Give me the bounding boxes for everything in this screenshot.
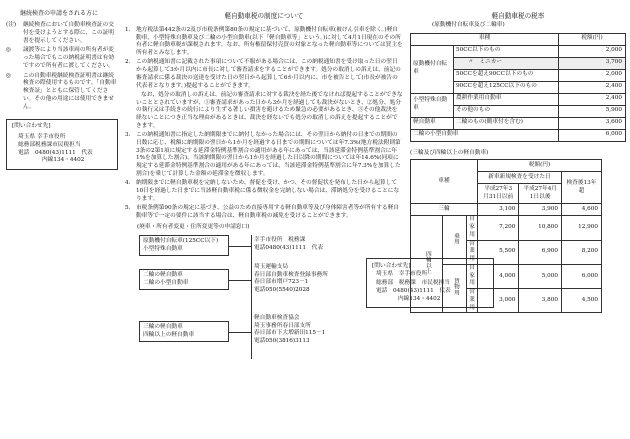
middle-title: 軽自動車税の制度について xyxy=(224,12,304,20)
connector xyxy=(229,246,251,247)
left-contact-box xyxy=(6,119,118,170)
contact-line: 総務部税務課市民税担当 xyxy=(18,141,81,148)
row-label: その他のもの xyxy=(454,105,559,117)
item-text: 地方税法第442条の2及び市税条例第80条の規定に基づいて、原動機付自転車(被けん引車を除く。)軽自動車、小型特殊自動車及び二輪の小型自動車(以下「軽自動車等」という。)に対して4月1日現在のその所有者に軽自動車税が課税されます。なお、所有権留保付売買の対象となった軽自動車等については買主を所有者とみなします。 xyxy=(136,26,403,57)
right-subtitle: (原動機付自転車及び二輪車) xyxy=(432,21,505,28)
office-line: 幸手市役所 税務課 xyxy=(254,237,306,244)
office-line: 電話050(5540)2028 xyxy=(254,287,310,294)
group-cell: 原動機付自転車 xyxy=(411,45,454,93)
left-title: 継続検査の申請をされる方に xyxy=(20,10,99,17)
table-header: 新車新規検査を受けた日 xyxy=(477,172,561,184)
tax-value: 3,100 xyxy=(477,204,518,216)
use-label: 営業用 xyxy=(467,289,478,313)
tax-value: 3,900 xyxy=(519,204,562,216)
tax-value: 4,500 xyxy=(562,289,602,313)
procedure-title: (廃車・所有者変更・住所変更等の申請窓口) xyxy=(137,224,250,231)
tax-value: 3,800 xyxy=(519,289,562,313)
item-text: この納税通知書に記載された事項について不服がある場合には、この納税通知書を受け取った日の翌日から起算して3か月以内に市長に対して審査請求をすることができます。処分の取消しの訴えは、前記の審査請求に係る裁決の送達を受けた日の翌日から起算して6か月以内に、市を被告として(市長が被告の代表者となります。)提起することができます。 xyxy=(136,59,401,89)
tax-value: 7,200 xyxy=(477,216,518,240)
note-item xyxy=(6,47,118,70)
row-label: 50CCを超え90CC以下のもの xyxy=(454,69,559,81)
note-text: 継続検査において自動車検査証の交付を受けようとする際に、この証明書を提示してください。 xyxy=(23,22,114,44)
row-label: 〃 ミニカー xyxy=(454,57,559,69)
four-wheel-group xyxy=(411,216,443,313)
table-header: 平成27年4月1日以後 xyxy=(519,184,562,204)
vehicle-label: 二輪の小型自動車 xyxy=(143,279,189,286)
table-header: 車種 xyxy=(411,160,478,204)
row-value: 3,600 xyxy=(559,117,626,129)
note-item xyxy=(6,73,118,112)
office-line: 電話0480(43)1111 代表 xyxy=(254,244,324,251)
item-text: 市税条例第90条の規定に基づき、公益のため直接専用する軽自動車等及び身体障害者等が所有する軽自動車等で一定の要件に該当する場合は、軽自動車税の減免を受けることができます。 xyxy=(136,204,399,219)
system-paragraph: なお、処分の取消しの訴えは、前記の審査請求に対する裁決を経た後でなければ提起することができないこととされていますが、①審査請求があった日から3か月を経過しても裁決がないとき、②処分、処分の執行又は手続きの続行により生ずる著しい損害を避けるため緊急の必要があるとき、③その他裁決を経ないことにつき正当な理由があるときは、裁決を経ないでも処分の取消しの訴えを提起することができます。 xyxy=(136,91,403,129)
contact-line: 埼玉県 幸手市役所 xyxy=(376,271,428,278)
table-header: 税額(円) xyxy=(559,33,626,45)
item-number: 4. xyxy=(125,180,131,187)
row-value: 6,000 xyxy=(559,129,626,141)
contact-title: [問い合わせ先] xyxy=(12,123,51,130)
office-line: 春日部市増戸723－1 xyxy=(254,279,309,286)
item-number: 2. xyxy=(125,59,131,66)
row-label: 90CCを超え125CC以下のもの xyxy=(454,81,559,93)
table2-title: (三輪及び四輪以上の軽自動車) xyxy=(410,149,489,156)
vehicle-label: 原動機付自転車(125CC以下) xyxy=(143,238,219,245)
three-wheel-label: 三輪 xyxy=(411,204,478,216)
use-label: 自家用 xyxy=(467,216,478,240)
contact-line: 埼玉県 幸手市役所 xyxy=(18,134,66,141)
row-value: 2,400 xyxy=(559,81,626,93)
left-column xyxy=(6,10,118,170)
office-line: 軽自動車検査協会 xyxy=(254,315,300,322)
tax-table-kei xyxy=(410,159,602,313)
item-number: 3. xyxy=(125,132,131,139)
tax-value: 12,900 xyxy=(562,216,602,240)
table-header: 車種 xyxy=(411,33,559,45)
passenger-group xyxy=(443,216,467,265)
row-label: 50CC以下のもの xyxy=(454,45,559,57)
notes-list xyxy=(6,22,118,111)
office-line: 春日部市下大増新田115－1 xyxy=(254,330,326,337)
contact-title: [問い合わせ先] xyxy=(372,263,411,269)
note-mark: ◎ xyxy=(6,47,11,54)
cargo-label: 貨物用 xyxy=(452,278,459,296)
office-line: 埼玉事務所春日部支所 xyxy=(254,322,311,329)
note-mark: ◎ xyxy=(6,72,11,79)
connector xyxy=(229,280,251,281)
tax-value: 6,000 xyxy=(562,264,602,288)
office-bracket xyxy=(251,235,252,359)
use-label: 自家用 xyxy=(467,264,478,288)
vehicle-box-2 xyxy=(139,269,229,290)
row-value: 2,000 xyxy=(559,69,626,81)
tax-value: 10,800 xyxy=(519,216,562,240)
right-column xyxy=(410,10,626,313)
tax-table-motorbike xyxy=(410,33,626,142)
tax-value: 5,000 xyxy=(519,264,562,288)
tax-value: 3,000 xyxy=(477,289,518,313)
tax-value: 5,500 xyxy=(477,240,518,264)
group-cell: 二輪の小型自動車 xyxy=(411,129,559,141)
cargo-group xyxy=(443,264,467,313)
right-title: 軽自動車税の税率 xyxy=(491,12,545,20)
tax-value: 8,200 xyxy=(562,240,602,264)
office-line: 春日部自動車検査登録事務所 xyxy=(254,271,328,278)
note-mark: (注) xyxy=(6,22,17,29)
passenger-label: 乗用 xyxy=(452,232,459,245)
contact-line: 内線134・4402 xyxy=(42,157,85,164)
contact-line: 電話 0480(43)1111 代表 xyxy=(376,287,451,294)
use-label: 営業用 xyxy=(467,240,478,264)
vehicle-label: 三輪の軽自動車 xyxy=(143,324,183,331)
row-value: 2,000 xyxy=(559,45,626,57)
item-text: この納税通知書に指定した納期限までに納付しなかった場合には、その翌日から納付の日までの期間の日数に応じ、税額に納期限の翌日から1か月を経過する日までの期間については年7.3%(地方税法附則第3条の2第1項に規定する延滞金特例基準割合の適用がある年にあっては、当該延滞金特例基準割合に年1%を加算した割合)、当該納期限の翌日から1か月を経過した日以降の期間については年14.6%(同項に規定する延滞金特例基準割合の適用がある年にあっては、当該延滞金特例基準割合に年7.3%を加算した割合)を乗じて計算した金額の延滞金を徴収します。 xyxy=(136,132,401,177)
note-text: この自動車税継続検査証明書は継続検査の際使用するものです。「自動車検査証」とともに保管してください。その他の用途には使用できません。 xyxy=(23,72,117,110)
office-line: 電話050(3816)3113 xyxy=(254,338,310,345)
table-header: 平成27年3月31日以前 xyxy=(477,184,518,204)
tax-value: 4,600 xyxy=(562,204,602,216)
table-header: 税額(円) xyxy=(477,160,601,172)
note-text: 譲渡等により当該車両の所有者が変った場合でもこの納税証明書は有効ですので所有者に渡してください。 xyxy=(23,47,114,69)
row-label: 二輪のもの(側車付を含む) xyxy=(454,117,559,129)
tax-value: 4,000 xyxy=(477,264,518,288)
contact-line: 内線134・4402 xyxy=(398,296,441,303)
item-text: 納期限までに軽自動車税を完納しないため、督促を受け、かつ、その督促状を発布した日から起算して10日を経過した日までに当該軽自動車税に係る徴収金を完納しない場合は、滞納処分を受けることになります。 xyxy=(136,180,400,202)
contact-line: 電話 0480(43)1111 代表 xyxy=(18,149,93,156)
row-value: 5,900 xyxy=(559,105,626,117)
row-label: 農耕作業用自動車 xyxy=(454,93,559,105)
four-wheel-label: 四輪以上 xyxy=(424,251,431,274)
vehicle-label: 小型特殊自動車 xyxy=(143,245,183,252)
row-value: 2,400 xyxy=(559,93,626,105)
item-number: 5. xyxy=(125,204,131,211)
group-cell: 軽自動車 xyxy=(411,117,454,129)
office-line: 埼玉運輸支局 xyxy=(254,264,289,271)
note-item xyxy=(6,22,118,45)
vehicle-box-1 xyxy=(139,235,229,256)
tax-value: 6,900 xyxy=(519,240,562,264)
vehicle-label: 二輪の軽自動車 xyxy=(143,272,183,279)
vehicle-label: 四輪以上の軽自動車 xyxy=(143,331,195,338)
connector xyxy=(229,332,251,333)
row-value: 3,700 xyxy=(559,57,626,69)
vehicle-box-3 xyxy=(139,321,229,342)
contact-line: 総務部 税務課 市民税担当 xyxy=(376,279,450,286)
table-header: 検査後13年超 xyxy=(562,172,602,204)
group-cell: 小型特殊自動車 xyxy=(411,93,454,117)
office-box-2 xyxy=(251,262,361,297)
office-box-1 xyxy=(251,235,353,254)
office-box-3 xyxy=(251,313,361,348)
item-number: 1. xyxy=(125,26,131,33)
